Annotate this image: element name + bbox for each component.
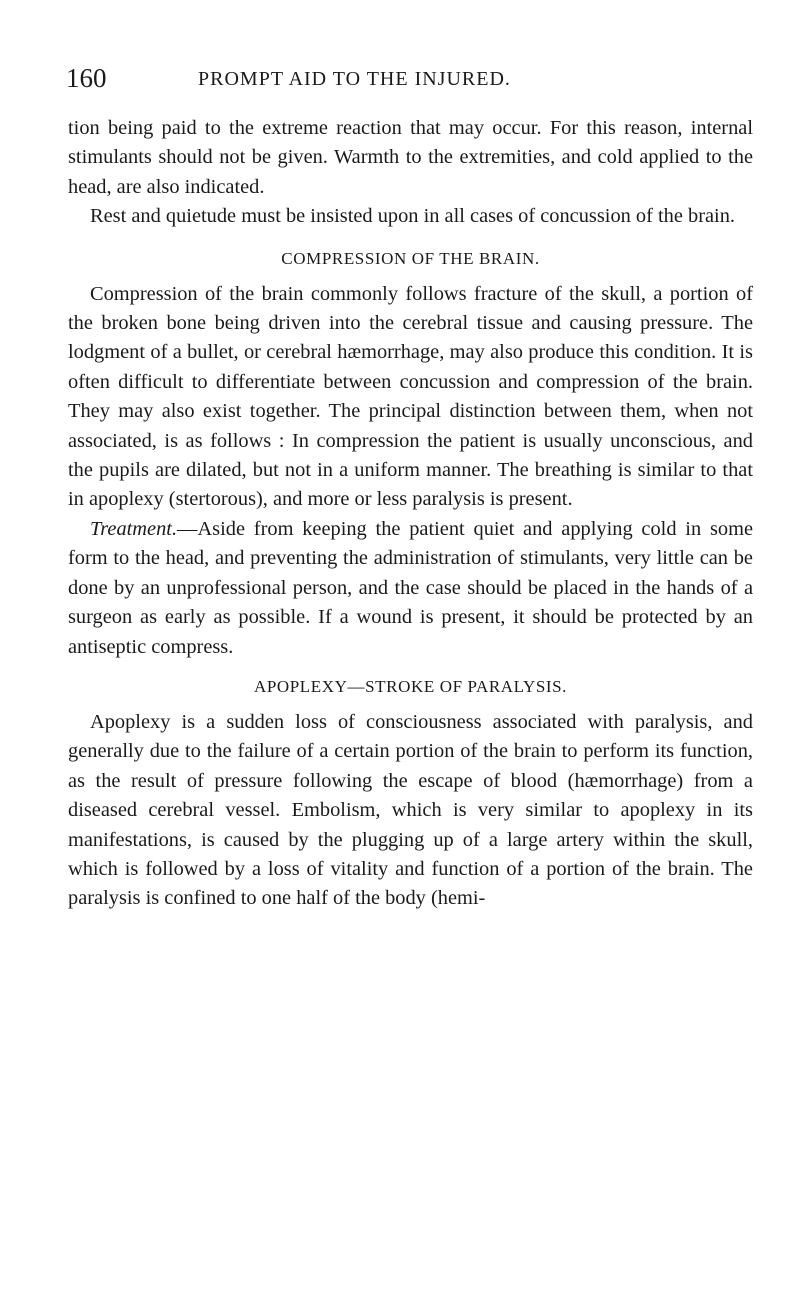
section-heading-apoplexy: APOPLEXY—STROKE OF PARALYSIS.	[253, 676, 568, 696]
running-head	[68, 60, 753, 96]
paragraph-compression: Compression of the brain commonly follows fracture of the skull, a portion of the broken bone being driven into the cerebral tissue and causing pressure. The lodgment of a bullet, or cerebral hæmorrhage, may also produce this condition. It is often difficult to differentiate between concussion and compression of the brain. They may also exist together. The principal distinction between them, when not associated, is as follows : In compression the patient is usually unconscious, and the pupils are dilated, but not in a uniform manner. The breathing is similar to that in apoplexy (stertorous), and more or less paralysis is present.	[68, 282, 753, 511]
paragraph-treatment	[68, 515, 753, 662]
paragraph-rest: Rest and quietude must be insisted upon in all cases of concussion of the brain.	[90, 205, 736, 228]
running-title: PROMPT AID TO THE INJURED.	[198, 68, 511, 90]
treatment-label: Treatment.	[90, 517, 178, 540]
treatment-text: —Aside from keeping the patient quiet and applying cold in some form to the head, and preventing the administration of stimulants, very little can be done by an unprofessional person, and the case should be placed in the hands of a surgeon as early as possible. If a wound is present, it should be protected by an antiseptic compress.	[68, 517, 753, 658]
book-page	[68, 60, 753, 914]
page-number: 160	[66, 63, 107, 93]
paragraph-apoplexy: Apoplexy is a sudden loss of consciousness associated with paralysis, and generally due to the failure of a certain portion of the brain to perform its function, as the result of pressure following the escape of blood (hæmorrhage) from a diseased cerebral vessel. Embolism, which is very similar to apoplexy in its manifestations, is caused by the plugging up of a large artery within the skull, which is followed by a loss of vitality and function of a portion of the brain. The paralysis is confined to one half of the body (hemi-	[68, 710, 753, 910]
paragraph-continuation: tion being paid to the extreme reaction that may occur. For this reason, internal stimulants should not be given. Warmth to the extremities, and cold applied to the head, are also indicated.	[68, 117, 753, 198]
section-heading-compression: COMPRESSION OF THE BRAIN.	[281, 248, 540, 268]
